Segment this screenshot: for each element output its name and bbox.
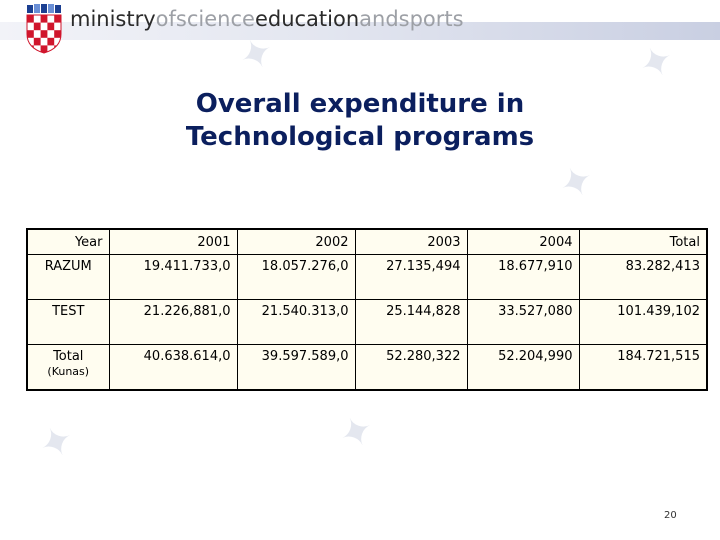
background-decoration: ✦: [631, 35, 682, 91]
header-total: Total: [579, 229, 707, 255]
coat-of-arms-icon: [24, 4, 64, 54]
header-year: Year: [27, 229, 109, 255]
table-cell: 40.638.614,0: [109, 345, 237, 391]
wordmark-part: education: [254, 7, 360, 31]
table-cell: 27.135,494: [355, 255, 467, 300]
row-label: Total: [53, 349, 84, 364]
table-cell: 19.411.733,0: [109, 255, 237, 300]
row-label-total: [27, 345, 109, 391]
header-2004: 2004: [467, 229, 579, 255]
row-sublabel: (Kunas): [47, 365, 90, 378]
table-cell: 33.527,080: [467, 300, 579, 345]
header-2002: 2002: [237, 229, 355, 255]
wordmark-part: ofscience: [155, 7, 255, 31]
table-cell: 52.204,990: [467, 345, 579, 391]
table-row: [27, 255, 707, 300]
header-banner: [0, 0, 720, 56]
title-line-2: Technological programs: [185, 122, 535, 152]
background-decoration: ✦: [231, 27, 282, 83]
table-cell: 18.677,910: [467, 255, 579, 300]
table-cell: 21.226,881,0: [109, 300, 237, 345]
title-line-1: Overall expenditure in: [195, 89, 525, 119]
table-cell: 52.280,322: [355, 345, 467, 391]
wordmark-part: andsports: [359, 7, 464, 31]
page-number: 20: [664, 510, 677, 521]
table-cell: 25.144,828: [355, 300, 467, 345]
header-2003: 2003: [355, 229, 467, 255]
background-decoration: ✦: [551, 155, 602, 211]
slide-title: [0, 88, 720, 154]
table-cell: 18.057.276,0: [237, 255, 355, 300]
background-decoration: ✦: [31, 415, 82, 471]
table-cell: 39.597.589,0: [237, 345, 355, 391]
row-label: TEST: [27, 300, 109, 345]
background-decoration: ✦: [331, 405, 382, 461]
table-row: [27, 300, 707, 345]
expenditure-table: [26, 228, 708, 391]
row-label: RAZUM: [27, 255, 109, 300]
table-cell: 101.439,102: [579, 300, 707, 345]
wordmark-part: ministry: [70, 7, 156, 31]
table-cell: 21.540.313,0: [237, 300, 355, 345]
table-row: [27, 345, 707, 391]
table-cell: 184.721,515: [579, 345, 707, 391]
table-header-row: [27, 229, 707, 255]
ministry-wordmark: [70, 4, 464, 34]
header-2001: 2001: [109, 229, 237, 255]
table-cell: 83.282,413: [579, 255, 707, 300]
